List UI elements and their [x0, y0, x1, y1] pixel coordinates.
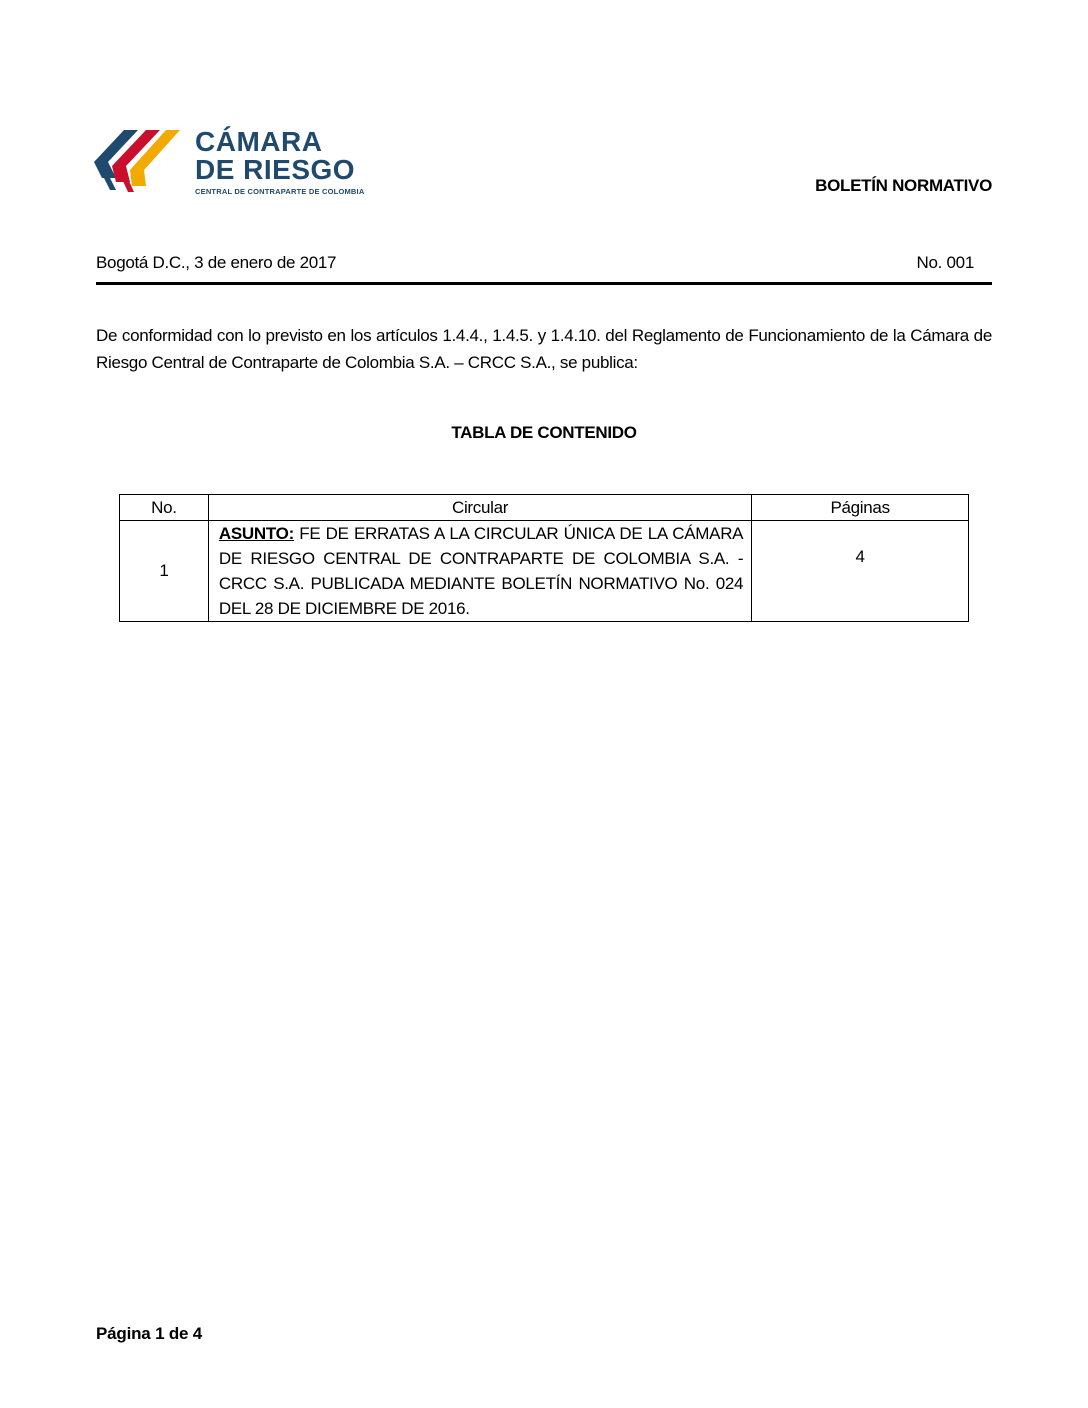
intro-paragraph: De conformidad con lo previsto en los artículos 1.4.4., 1.4.5. y 1.4.10. del Reglamento de Funcionamiento de la Cámara de Riesgo Central de Contraparte de Colombia S.A. – CRCC S.A., se publica:	[96, 326, 992, 372]
subject-text: FE DE ERRATAS A LA CIRCULAR ÚNICA DE LA CÁMARA DE RIESGO CENTRAL DE CONTRAPARTE DE COLOMBIA S.A. - CRCC S.A. PUBLICADA MEDIANTE BOLETÍN NORMATIVO No. 024 DEL 28 DE DICIEMBRE DE 2016.	[218, 524, 744, 618]
toc-row-pages: 4	[752, 521, 969, 622]
logo-line-1: CÁMARA	[195, 126, 323, 157]
toc-title: TABLA DE CONTENIDO	[451, 423, 637, 442]
dateline	[96, 253, 992, 273]
document-type: BOLETÍN NORMATIVO	[815, 176, 992, 195]
place-date: Bogotá D.C., 3 de enero de 2017	[96, 253, 337, 272]
page-number: Página 1 de 4	[96, 1324, 203, 1343]
subject-label: ASUNTO:	[218, 524, 294, 543]
toc-header-pages: Páginas	[752, 495, 969, 521]
header-divider	[96, 282, 992, 285]
company-logo	[94, 126, 384, 198]
toc-table	[119, 494, 969, 622]
logo-stripes-icon	[94, 126, 186, 194]
toc-row-no: 1	[120, 521, 209, 622]
toc-header-circular: Circular	[208, 495, 751, 521]
logo-wordmark	[195, 128, 364, 197]
logo-tagline: CENTRAL DE CONTRAPARTE DE COLOMBIA	[195, 187, 365, 196]
bulletin-number: No. 001	[916, 253, 974, 272]
toc-row-circular	[208, 521, 751, 622]
logo-line-2: DE RIESGO	[195, 154, 356, 185]
toc-header-no: No.	[120, 495, 209, 521]
toc-header-row	[120, 495, 969, 521]
table-row	[120, 521, 969, 622]
